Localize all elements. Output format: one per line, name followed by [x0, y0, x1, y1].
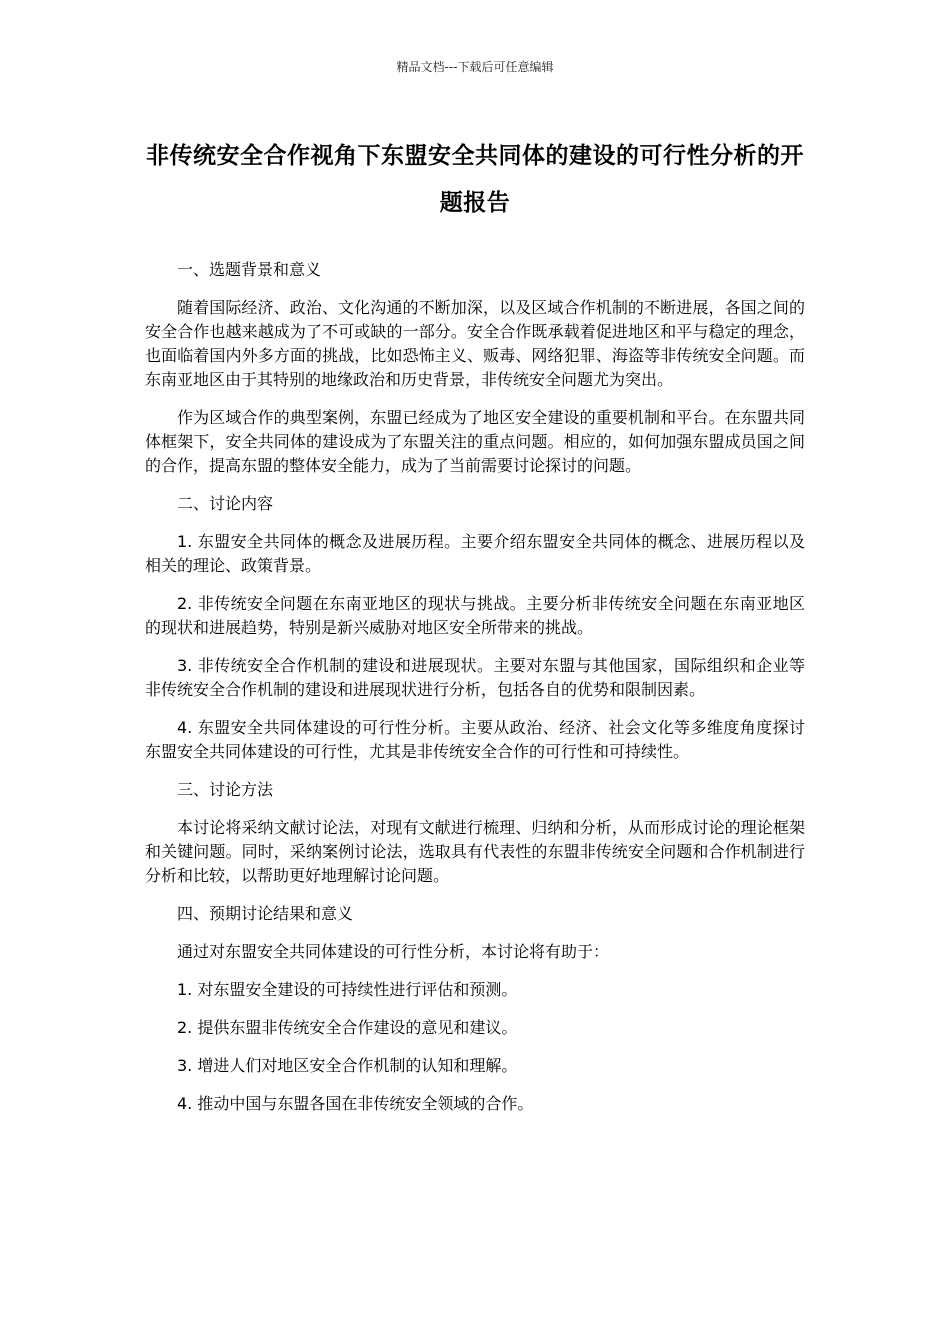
- content-item-4: 4. 东盟安全共同体建设的可行性分析。主要从政治、经济、社会文化等多维度角度探讨东盟安全共同体建设的可行性，尤其是非传统安全合作的可行性和可持续性。: [145, 718, 805, 761]
- result-item-2: 2. 提供东盟非传统安全合作建设的意见和建议。: [177, 1018, 518, 1037]
- document-body: [145, 258, 805, 1130]
- document-title: 非传统安全合作视角下东盟安全共同体的建设的可行性分析的开题报告: [146, 143, 804, 216]
- content-item-1: 1. 东盟安全共同体的概念及进展历程。主要介绍东盟安全共同体的概念、进展历程以及相关的理论、政策背景。: [145, 532, 805, 575]
- section-heading-background: 一、选题背景和意义: [177, 260, 322, 279]
- paragraph-background-2: 作为区域合作的典型案例，东盟已经成为了地区安全建设的重要机制和平台。在东盟共同体框架下，安全共同体的建设成为了东盟关注的重点问题。相应的，如何加强东盟成员国之间的合作，提高东盟的整体安全能力，成为了当前需要讨论探讨的问题。: [145, 408, 805, 475]
- content-item-3: 3. 非传统安全合作机制的建设和进展现状。主要对东盟与其他国家，国际组织和企业等非传统安全合作机制的建设和进展现状进行分析，包括各自的优势和限制因素。: [145, 656, 805, 699]
- result-item-4: 4. 推动中国与东盟各国在非传统安全领域的合作。: [177, 1094, 534, 1113]
- paragraph-results-intro: 通过对东盟安全共同体建设的可行性分析，本讨论将有助于：: [177, 942, 610, 961]
- paragraph-method: 本讨论将采纳文献讨论法，对现有文献进行梳理、归纳和分析，从而形成讨论的理论框架和关键问题。同时，采纳案例讨论法，选取具有代表性的东盟非传统安全问题和合作机制进行分析和比较，以帮助更好地理解讨论问题。: [145, 818, 805, 885]
- result-item-1: 1. 对东盟安全建设的可持续性进行评估和预测。: [177, 980, 518, 999]
- result-item-3: 3. 增进人们对地区安全合作机制的认知和理解。: [177, 1056, 518, 1075]
- page-header: 精品文档---下载后可任意编辑: [396, 60, 554, 74]
- section-heading-method: 三、讨论方法: [177, 780, 274, 799]
- content-item-2: 2. 非传统安全问题在东南亚地区的现状与挑战。主要分析非传统安全问题在东南亚地区的现状和进展趋势，特别是新兴威胁对地区安全所带来的挑战。: [145, 594, 805, 637]
- section-heading-content: 二、讨论内容: [177, 494, 274, 513]
- section-heading-results: 四、预期讨论结果和意义: [177, 904, 354, 923]
- paragraph-background-1: 随着国际经济、政治、文化沟通的不断加深，以及区域合作机制的不断进展，各国之间的安全合作也越来越成为了不可或缺的一部分。安全合作既承载着促进地区和平与稳定的理念，也面临着国内外多方面的挑战，比如恐怖主义、贩毒、网络犯罪、海盗等非传统安全问题。而东南亚地区由于其特别的地缘政治和历史背景，非传统安全问题尤为突出。: [145, 298, 805, 389]
